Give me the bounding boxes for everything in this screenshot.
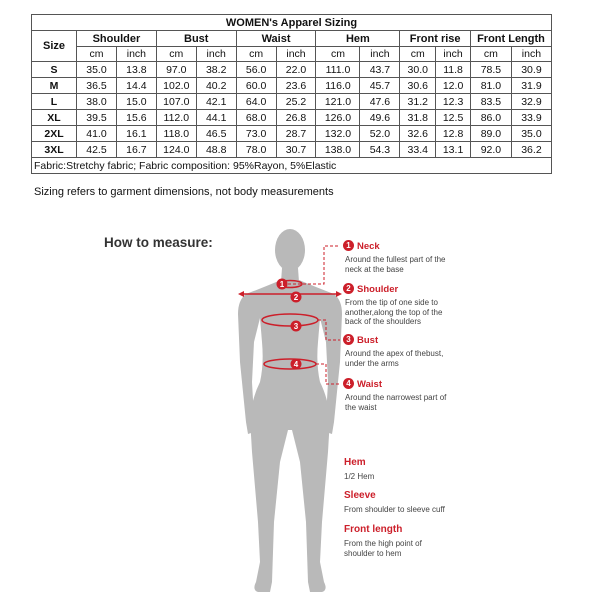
value-cell: 49.6 xyxy=(360,110,400,126)
value-cell: 12.8 xyxy=(436,126,471,142)
table-row xyxy=(32,126,552,142)
column-group-header: Front rise xyxy=(400,31,471,47)
value-cell: 86.0 xyxy=(470,110,511,126)
table-row xyxy=(32,94,552,110)
column-group-header: Shoulder xyxy=(77,31,157,47)
unit-header: inch xyxy=(436,47,471,62)
value-cell: 12.0 xyxy=(436,78,471,94)
value-cell: 14.4 xyxy=(116,78,156,94)
value-cell: 42.5 xyxy=(77,142,117,158)
fabric-info: Fabric:Stretchy fabric; Fabric composition: 95%Rayon, 5%Elastic xyxy=(32,158,552,174)
value-cell: 121.0 xyxy=(316,94,360,110)
bust-label: 3 Bust xyxy=(343,334,378,346)
value-cell: 30.9 xyxy=(511,62,551,78)
unit-header: cm xyxy=(400,47,436,62)
size-cell: L xyxy=(32,94,77,110)
value-cell: 30.6 xyxy=(400,78,436,94)
table-row xyxy=(32,62,552,78)
value-cell: 25.2 xyxy=(276,94,316,110)
value-cell: 30.0 xyxy=(400,62,436,78)
front-length-description: From the high point of shoulder to hem xyxy=(344,539,422,558)
unit-header: cm xyxy=(156,47,196,62)
value-cell: 28.7 xyxy=(276,126,316,142)
value-cell: 48.8 xyxy=(196,142,236,158)
value-cell: 44.1 xyxy=(196,110,236,126)
column-group-header: Bust xyxy=(156,31,236,47)
value-cell: 12.5 xyxy=(436,110,471,126)
value-cell: 43.7 xyxy=(360,62,400,78)
waist-description: Around the narrowest part of the waist xyxy=(345,393,447,412)
value-cell: 32.6 xyxy=(400,126,436,142)
table-title: WOMEN's Apparel Sizing xyxy=(32,15,552,31)
value-cell: 111.0 xyxy=(316,62,360,78)
value-cell: 35.0 xyxy=(511,126,551,142)
unit-header: inch xyxy=(276,47,316,62)
value-cell: 47.6 xyxy=(360,94,400,110)
value-cell: 16.7 xyxy=(116,142,156,158)
marker-1: 1 xyxy=(279,280,285,289)
unit-header: inch xyxy=(511,47,551,62)
table-row xyxy=(32,110,552,126)
value-cell: 33.4 xyxy=(400,142,436,158)
column-group-header: Front Length xyxy=(470,31,551,47)
size-cell: 2XL xyxy=(32,126,77,142)
value-cell: 38.2 xyxy=(196,62,236,78)
size-chart-table xyxy=(31,14,552,174)
sleeve-label: Sleeve xyxy=(344,490,376,501)
shoulder-label: 2 Shoulder xyxy=(343,283,398,295)
value-cell: 45.7 xyxy=(360,78,400,94)
value-cell: 89.0 xyxy=(470,126,511,142)
value-cell: 116.0 xyxy=(316,78,360,94)
value-cell: 124.0 xyxy=(156,142,196,158)
value-cell: 32.9 xyxy=(511,94,551,110)
value-cell: 13.1 xyxy=(436,142,471,158)
value-cell: 15.6 xyxy=(116,110,156,126)
hem-description: 1/2 Hem xyxy=(344,472,375,481)
value-cell: 30.7 xyxy=(276,142,316,158)
marker-2: 2 xyxy=(293,293,299,302)
value-cell: 112.0 xyxy=(156,110,196,126)
value-cell: 41.0 xyxy=(77,126,117,142)
value-cell: 16.1 xyxy=(116,126,156,142)
unit-header: cm xyxy=(470,47,511,62)
value-cell: 40.2 xyxy=(196,78,236,94)
value-cell: 83.5 xyxy=(470,94,511,110)
value-cell: 15.0 xyxy=(116,94,156,110)
unit-header: cm xyxy=(316,47,360,62)
value-cell: 60.0 xyxy=(236,78,276,94)
value-cell: 31.9 xyxy=(511,78,551,94)
marker-3: 3 xyxy=(293,322,299,331)
value-cell: 35.0 xyxy=(77,62,117,78)
value-cell: 73.0 xyxy=(236,126,276,142)
unit-header: inch xyxy=(196,47,236,62)
unit-header: inch xyxy=(116,47,156,62)
value-cell: 126.0 xyxy=(316,110,360,126)
value-cell: 56.0 xyxy=(236,62,276,78)
how-to-measure-title: How to measure: xyxy=(104,235,213,250)
size-cell: M xyxy=(32,78,77,94)
size-column-header: Size xyxy=(32,31,77,62)
value-cell: 54.3 xyxy=(360,142,400,158)
waist-label: 4 Waist xyxy=(343,378,382,390)
value-cell: 102.0 xyxy=(156,78,196,94)
column-group-header: Hem xyxy=(316,31,400,47)
value-cell: 36.2 xyxy=(511,142,551,158)
value-cell: 118.0 xyxy=(156,126,196,142)
hem-label: Hem xyxy=(344,457,366,468)
sleeve-description: From shoulder to sleeve cuff xyxy=(344,505,445,514)
unit-header: inch xyxy=(360,47,400,62)
size-cell: XL xyxy=(32,110,77,126)
value-cell: 81.0 xyxy=(470,78,511,94)
value-cell: 46.5 xyxy=(196,126,236,142)
value-cell: 138.0 xyxy=(316,142,360,158)
unit-header: cm xyxy=(236,47,276,62)
value-cell: 33.9 xyxy=(511,110,551,126)
silhouette-icon xyxy=(238,229,342,592)
value-cell: 36.5 xyxy=(77,78,117,94)
value-cell: 26.8 xyxy=(276,110,316,126)
value-cell: 107.0 xyxy=(156,94,196,110)
table-row xyxy=(32,78,552,94)
size-cell: S xyxy=(32,62,77,78)
bust-description: Around the apex of thebust, under the arms xyxy=(345,349,444,368)
value-cell: 97.0 xyxy=(156,62,196,78)
unit-header: cm xyxy=(77,47,117,62)
value-cell: 13.8 xyxy=(116,62,156,78)
value-cell: 52.0 xyxy=(360,126,400,142)
value-cell: 22.0 xyxy=(276,62,316,78)
neck-label: 1 Neck xyxy=(343,240,380,252)
value-cell: 64.0 xyxy=(236,94,276,110)
value-cell: 42.1 xyxy=(196,94,236,110)
value-cell: 38.0 xyxy=(77,94,117,110)
value-cell: 39.5 xyxy=(77,110,117,126)
value-cell: 132.0 xyxy=(316,126,360,142)
value-cell: 78.0 xyxy=(236,142,276,158)
value-cell: 31.2 xyxy=(400,94,436,110)
value-cell: 12.3 xyxy=(436,94,471,110)
front-length-label: Front length xyxy=(344,524,403,535)
value-cell: 68.0 xyxy=(236,110,276,126)
column-group-header: Waist xyxy=(236,31,316,47)
value-cell: 11.8 xyxy=(436,62,471,78)
size-cell: 3XL xyxy=(32,142,77,158)
value-cell: 78.5 xyxy=(470,62,511,78)
sizing-note: Sizing refers to garment dimensions, not body measurements xyxy=(34,186,334,198)
value-cell: 31.8 xyxy=(400,110,436,126)
shoulder-description: From the tip of one side to another,along the top of the back of the shoulders xyxy=(345,298,443,326)
table-row xyxy=(32,142,552,158)
marker-4: 4 xyxy=(293,360,299,369)
value-cell: 92.0 xyxy=(470,142,511,158)
value-cell: 23.6 xyxy=(276,78,316,94)
neck-description: Around the fullest part of the neck at the base xyxy=(345,255,446,274)
